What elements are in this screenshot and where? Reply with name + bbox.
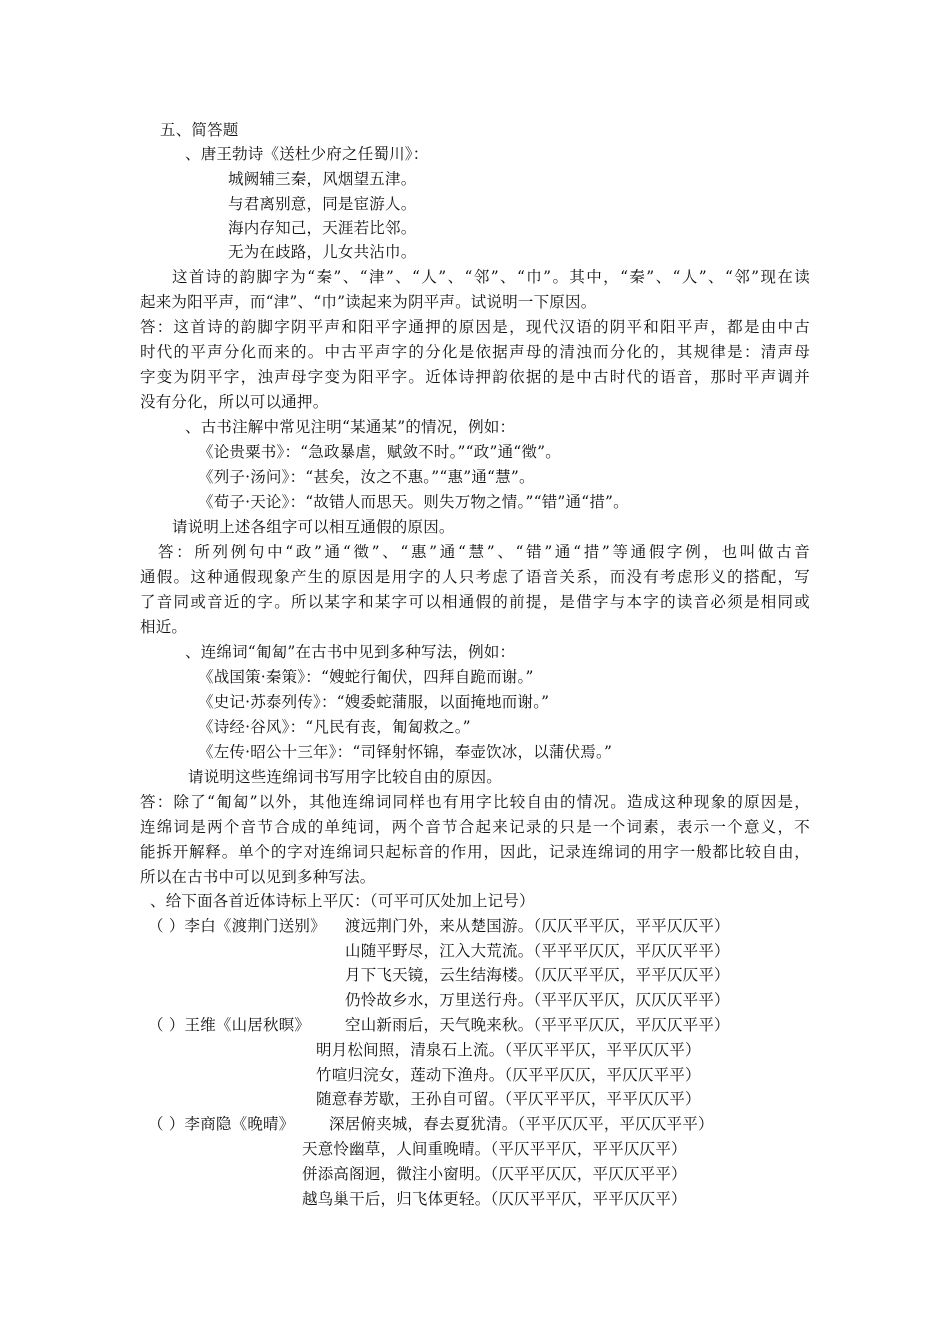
q4-poem-line: 渡远荆门外，来从楚国游。（仄仄平平仄，平平仄仄平） [345,917,730,935]
q4-poem-line: 併添高阁迥，微注小窗明。（仄平平仄仄，平仄仄平平） [302,1165,687,1183]
q4-poem-line: 竹喧归浣女，莲动下渔舟。（仄平平仄仄，平仄仄平平） [316,1066,701,1084]
q2-answer: 相近。 [140,618,188,636]
q2-example: 《列子·汤问》：“甚矣，汝之不惠。”“惠”通“慧”。 [198,468,535,486]
q1-poem-line: 海内存知己，天涯若比邻。 [228,219,417,237]
q3-answer: 能拆开解释。单个的字对连绵词只起标音的作用，因此，记录连绵词的用字一般都比较自由， [140,843,810,861]
q4-poem-header: （ ）李白《渡荆门送别》 [148,917,326,935]
q2-answer: 了音同或音近的字。所以某字和某字可以相通假的前提，是借字与本字的读音必须是相同或 [140,593,810,611]
q1-answer: 没有分化，所以可以通押。 [140,393,329,411]
q3-example: 《诗经·谷风》：“凡民有丧，匍匐救之。” [198,718,471,736]
q4-poem-line: 山随平野尽，江入大荒流。（平平平仄仄，平仄仄平平） [345,942,730,960]
q3-example: 《战国策·秦策》：“嫂蛇行匍伏，四拜自跪而谢。” [198,668,534,686]
q4-poem-line: 明月松间照，清泉石上流。（平仄平平仄，平平仄仄平） [316,1041,701,1059]
q1-question: 起来为阳平声，而“津”、“巾”读起来为阴平声。试说明一下原因。 [140,293,597,311]
q4-poem-line: 仍怜故乡水，万里送行舟。（平平仄平仄，仄仄仄平平） [345,991,730,1009]
q4-poem-line: 随意春芳歇，王孙自可留。（平仄平平仄，平平仄仄平） [316,1090,701,1108]
q1-poem-line: 与君离别意，同是宦游人。 [228,195,417,213]
q1-poem-line: 无为在歧路，儿女共沾巾。 [228,243,417,261]
q4-poem-header: （ ）王维《山居秋暝》 [148,1016,311,1034]
q2-question: 请说明上述各组字可以相互通假的原因。 [172,518,455,536]
q3-example: 《左传·昭公十三年》：“司铎射怀锦，奉壶饮冰，以蒲伏焉。” [198,743,613,761]
q4-poem-line: 月下飞天镜，云生结海楼。（仄仄平平仄，平平仄仄平） [345,966,730,984]
q3-question: 请说明这些连绵词书写用字比较自由的原因。 [188,768,503,786]
q1-question: 这首诗的韵脚字为“秦”、“津”、“人”、“邻”、“巾”。其中，“秦”、“人”、“邻”现在读 [172,268,810,286]
q1-answer: 答：这首诗的韵脚字阴平声和阳平字通押的原因是，现代汉语的阴平和阳平声，都是由中古 [140,318,810,336]
q1-answer: 时代的平声分化而来的。中古平声字的分化是依据声母的清浊而分化的，其规律是：清声母 [140,343,810,361]
q4-poem-line: 空山新雨后，天气晚来秋。（平平平仄仄，平仄仄平平） [345,1016,730,1034]
q2-intro: 、古书注解中常见注明“某通某”的情况，例如： [185,418,516,436]
q2-answer: 答：所列例句中“政”通“徵”、“惠”通“慧”、“错”通“措”等通假字例，也叫做古音 [158,543,810,561]
q3-answer: 连绵词是两个音节合成的单纯词，两个音节合起来记录的只是一个词素，表示一个意义，不 [140,818,810,836]
q2-answer: 通假。这种通假现象产生的原因是用字的人只考虑了语音关系，而没有考虑形义的搭配，写 [140,568,810,586]
q1-answer: 字变为阴平字，浊声母字变为阳平字。近体诗押韵依据的是中古时代的语音，那时平声调并 [140,368,810,386]
section-title: 五、简答题 [160,121,239,139]
q3-example: 《史记·苏泰列传》：“嫂委蛇蒲服，以面掩地而谢。” [198,693,550,711]
q3-intro: 、连绵词“匍匐”在古书中见到多种写法，例如： [185,643,516,661]
q4-poem-line: 越鸟巢干后，归飞体更轻。（仄仄平平仄，平平仄仄平） [302,1190,687,1208]
q4-poem-header: （ ）李商隐《晚晴》 [148,1115,295,1133]
q3-answer: 所以在古书中可以见到多种写法。 [140,868,376,886]
q1-poem-line: 城阙辅三秦，风烟望五津。 [228,170,417,188]
q4-poem-line: 天意怜幽草，人间重晚晴。（平仄平平仄，平平仄仄平） [302,1140,687,1158]
q3-answer: 答：除了“匍匐”以外，其他连绵词同样也有用字比较自由的情况。造成这种现象的原因是， [140,793,810,811]
q2-example: 《论贵粟书》：“急政暴虐，赋敛不时。”“政”通“徵”。 [198,443,561,461]
q4-poem-line: 深居俯夹城，春去夏犹清。（平平仄仄平，平仄仄平平） [329,1115,714,1133]
q4-intro: 、给下面各首近体诗标上平仄：（可平可仄处加上记号） [150,892,535,910]
q1-intro: 、唐王勃诗《送杜少府之任蜀川》： [185,145,429,163]
q2-example: 《荀子·天论》：“故错人而思天。则失万物之情。”“错”通“措”。 [198,493,629,511]
